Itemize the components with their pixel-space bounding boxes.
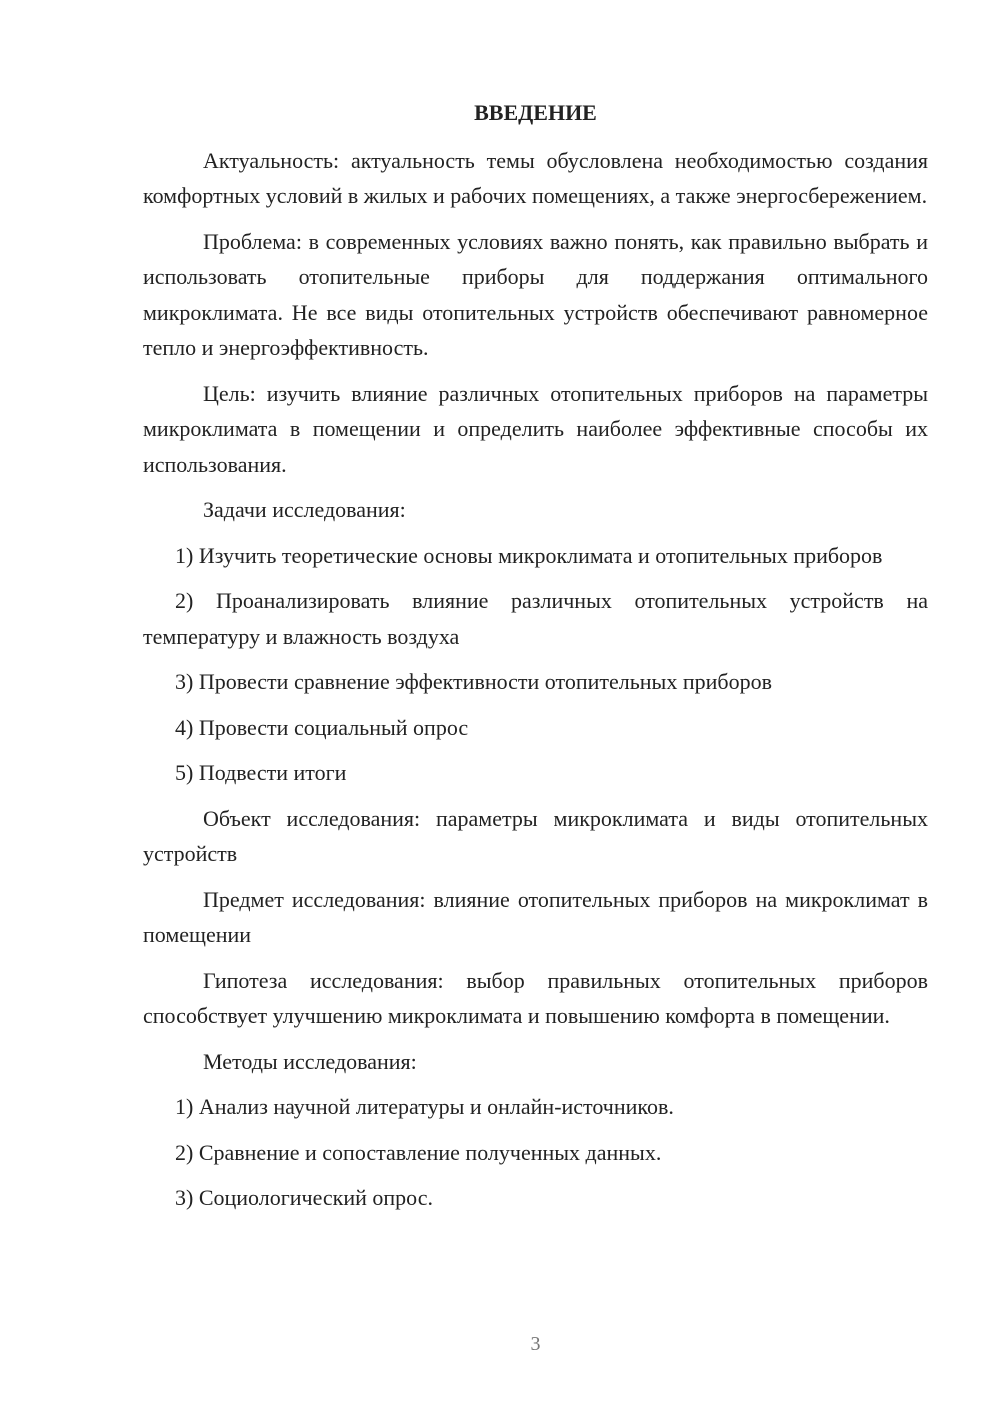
page-number: 3: [530, 1333, 541, 1355]
object-paragraph: Объект исследования: параметры микроклимата и виды отопительных устройств: [143, 805, 928, 866]
subject-paragraph: Предмет исследования: влияние отопительных приборов на микроклимат в помещении: [143, 886, 928, 947]
tasks-heading: Задачи исследования:: [203, 497, 406, 522]
task-item: 3) Провести сравнение эффективности отопительных приборов: [175, 669, 772, 694]
task-item: 4) Провести социальный опрос: [175, 714, 469, 740]
hypothesis-paragraph: Гипотеза исследования: выбор правильных отопительных приборов способствует улучшению микроклимата и повышению комфорта в помещении.: [143, 967, 928, 1028]
task-item: 1) Изучить теоретические основы микроклимата и отопительных приборов: [175, 542, 883, 568]
method-item: 3) Социологический опрос.: [175, 1185, 433, 1210]
method-item: 1) Анализ научной литературы и онлайн-источников.: [175, 1094, 674, 1119]
task-item: 2) Проанализировать влияние различных отопительных устройств на температуру и влажность воздуха: [143, 588, 928, 649]
method-item: 2) Сравнение и сопоставление полученных данных.: [175, 1139, 662, 1165]
page-title: ВВЕДЕНИЕ: [474, 100, 597, 125]
problem-paragraph: Проблема: в современных условиях важно понять, как правильно выбрать и использовать отопительные приборы для поддержания оптимального микроклимата. Не все виды отопительных устройств обеспечивают равномерное тепло и энергоэффективность.: [143, 228, 928, 360]
methods-heading: Методы исследования:: [203, 1048, 417, 1074]
page-content: [143, 95, 928, 1226]
relevance-paragraph: Актуальность: актуальность темы обусловлена необходимостью создания комфортных условий в жилых и рабочих помещениях, а также энергосбережением.: [143, 147, 928, 208]
goal-paragraph: Цель: изучить влияние различных отопительных приборов на параметры микроклимата в помещении и определить наиболее эффективные способы их использования.: [143, 380, 928, 477]
task-item: 5) Подвести итоги: [175, 760, 347, 785]
